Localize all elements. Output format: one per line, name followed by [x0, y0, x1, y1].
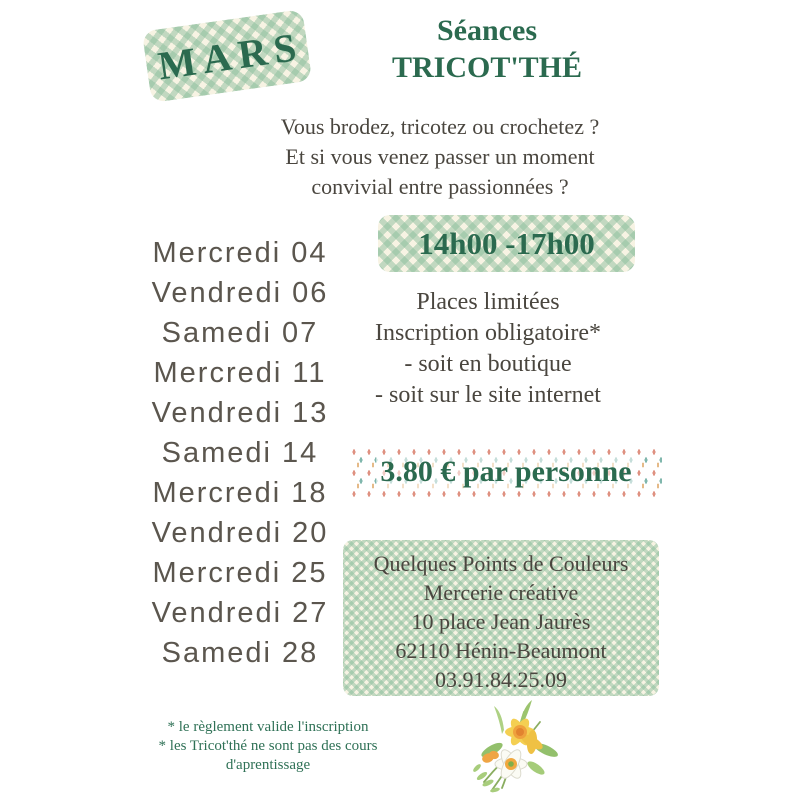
- contact-card: [343, 540, 659, 696]
- footnotes: [128, 718, 408, 775]
- session-date: Samedi 07: [161, 317, 319, 349]
- page-title: [337, 12, 637, 86]
- intro-line3: convivial entre passionnées ?: [311, 174, 569, 199]
- session-date: Mercredi 11: [153, 357, 327, 389]
- session-date: Vendredi 27: [151, 597, 329, 629]
- shop-type: Mercerie créative: [423, 580, 579, 605]
- daffodil-flower-icon: [462, 698, 566, 796]
- intro-text: [240, 112, 640, 202]
- shop-address1: 10 place Jean Jaurès: [411, 609, 591, 634]
- session-date: Samedi 28: [161, 637, 319, 669]
- registration-line4: - soit sur le site internet: [375, 382, 601, 408]
- price-banner: [350, 447, 662, 497]
- registration-line1: Places limitées: [416, 289, 560, 315]
- time-chip: [378, 215, 635, 272]
- session-date: Vendredi 20: [151, 517, 329, 549]
- footnote-line1: * le règlement valide l'inscription: [167, 719, 369, 735]
- shop-address2: 62110 Hénin-Beaumont: [395, 638, 607, 663]
- session-date: Samedi 14: [161, 437, 319, 469]
- page-title-line2: TRICOT'THÉ: [391, 51, 583, 84]
- page-title-line1: Séances: [437, 14, 537, 47]
- session-date: Vendredi 06: [151, 277, 329, 309]
- registration-line2: Inscription obligatoire*: [375, 320, 601, 346]
- time-range: 14h00 -17h00: [418, 225, 595, 261]
- shop-name: Quelques Points de Couleurs: [373, 551, 629, 576]
- registration-info: [338, 287, 638, 411]
- session-date: Vendredi 13: [151, 397, 329, 429]
- session-date: Mercredi 25: [152, 557, 328, 589]
- footnote-line2: * les Tricot'thé ne sont pas des cours: [158, 738, 378, 754]
- session-date: Mercredi 04: [152, 237, 328, 269]
- intro-line1: Vous brodez, tricotez ou crochetez ?: [280, 114, 600, 139]
- registration-line3: - soit en boutique: [404, 351, 572, 377]
- intro-line2: Et si vous venez passer un moment: [285, 144, 595, 169]
- session-date: Mercredi 18: [152, 477, 328, 509]
- daffodil-flower-svg: [462, 698, 566, 796]
- month-badge: [142, 9, 312, 103]
- month-badge-label: MARS: [155, 23, 306, 88]
- price-label: 3.80 € par personne: [376, 455, 635, 489]
- footnote-line3: d'aprentissage: [225, 757, 311, 773]
- shop-phone: 03.91.84.25.09: [435, 667, 567, 692]
